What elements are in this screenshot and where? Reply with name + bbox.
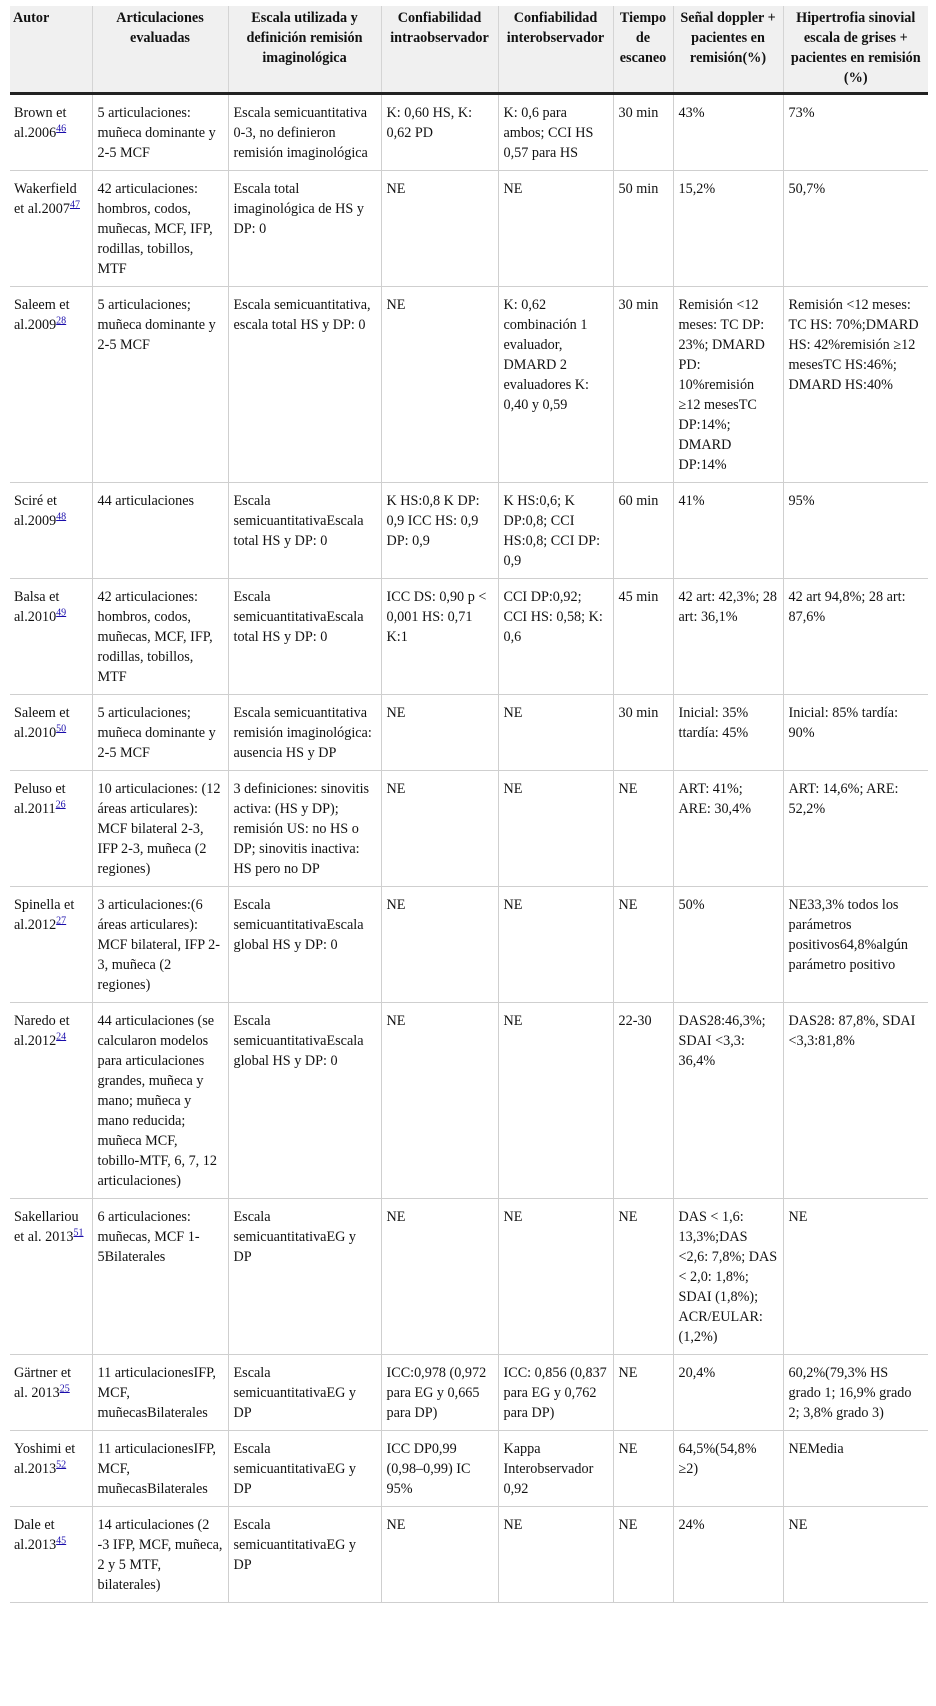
cell-articulaciones: 11 articulacionesIFP, MCF, muñecasBilaterales — [92, 1431, 228, 1507]
header-row — [10, 6, 928, 94]
cell-escala: Escala semicuantitativaEG y DP — [228, 1355, 381, 1431]
cell-tiempo: NE — [613, 887, 673, 1003]
author-name: Peluso et al.2011 — [14, 781, 66, 817]
author-name: Spinella et al.2012 — [14, 897, 75, 933]
cell-escala: Escala semicuantitativaEG y DP — [228, 1199, 381, 1355]
cell-autor — [10, 579, 92, 695]
cell-interobservador: ICC: 0,856 (0,837 para EG y 0,762 para DP) — [498, 1355, 613, 1431]
cell-intraobservador: NE — [381, 287, 498, 483]
header-interobservador: Confiabilidad interobservador — [498, 6, 613, 94]
cell-interobservador: CCI DP:0,92; CCI HS: 0,58; K: 0,6 — [498, 579, 613, 695]
cell-interobservador: NE — [498, 887, 613, 1003]
cell-hipertrofia: NE33,3% todos los parámetros positivos64,8%algún parámetro positivo — [783, 887, 928, 1003]
cell-doppler: DAS < 1,6: 13,3%;DAS <2,6: 7,8%; DAS < 2,0: 1,8%; SDAI (1,8%); ACR/EULAR: (1,2%) — [673, 1199, 783, 1355]
cell-doppler: 64,5%(54,8% ≥2) — [673, 1431, 783, 1507]
cell-hipertrofia: 42 art 94,8%; 28 art: 87,6% — [783, 579, 928, 695]
reference-link[interactable]: 24 — [56, 1031, 67, 1043]
cell-interobservador: NE — [498, 1199, 613, 1355]
cell-autor — [10, 1199, 92, 1355]
cell-tiempo: NE — [613, 1355, 673, 1431]
cell-interobservador: Kappa Interobservador 0,92 — [498, 1431, 613, 1507]
author-name: Sciré et al.2009 — [14, 493, 57, 529]
table-row — [10, 771, 928, 887]
table-row — [10, 1507, 928, 1603]
header-escala: Escala utilizada y definición remisión imaginológica — [228, 6, 381, 94]
author-name: Naredo et al.2012 — [14, 1013, 70, 1049]
reference-sup — [56, 1535, 66, 1546]
table-row — [10, 171, 928, 287]
table-row — [10, 287, 928, 483]
cell-escala: Escala semicuantitativa, escala total HS y DP: 0 — [228, 287, 381, 483]
cell-hipertrofia: 95% — [783, 483, 928, 579]
author-name: Wakerfield et al.2007 — [14, 181, 77, 217]
cell-interobservador: K: 0,62 combinación 1 evaluador, DMARD 2 evaluadores K: 0,40 y 0,59 — [498, 287, 613, 483]
cell-escala: Escala total imaginológica de HS y DP: 0 — [228, 171, 381, 287]
reference-sup — [56, 1459, 66, 1470]
cell-autor — [10, 1507, 92, 1603]
author-name: Saleem et al.2010 — [14, 705, 70, 741]
cell-autor — [10, 483, 92, 579]
cell-doppler: Remisión <12 meses: TC DP: 23%; DMARD PD: 10%remisión ≥12 mesesTC DP:14%; DMARD DP:14% — [673, 287, 783, 483]
cell-escala: Escala semicuantitativaEscala total HS y DP: 0 — [228, 579, 381, 695]
cell-articulaciones: 11 articulacionesIFP, MCF, muñecasBilaterales — [92, 1355, 228, 1431]
cell-autor — [10, 887, 92, 1003]
table-row — [10, 1431, 928, 1507]
cell-autor — [10, 771, 92, 887]
table-row — [10, 1199, 928, 1355]
cell-autor — [10, 171, 92, 287]
table-row — [10, 94, 928, 171]
cell-articulaciones: 14 articulaciones (2 -3 IFP, MCF, muñeca, 2 y 5 MTF, bilaterales) — [92, 1507, 228, 1603]
cell-doppler: 24% — [673, 1507, 783, 1603]
cell-interobservador: NE — [498, 1507, 613, 1603]
cell-tiempo: 30 min — [613, 287, 673, 483]
cell-intraobservador: K: 0,60 HS, K: 0,62 PD — [381, 94, 498, 171]
cell-articulaciones: 42 articulaciones: hombros, codos, muñecas, MCF, IFP, rodillas, tobillos, MTF — [92, 171, 228, 287]
cell-hipertrofia: Inicial: 85% tardía: 90% — [783, 695, 928, 771]
cell-intraobservador: NE — [381, 1003, 498, 1199]
cell-doppler: 20,4% — [673, 1355, 783, 1431]
cell-doppler: DAS28:46,3%; SDAI <3,3: 36,4% — [673, 1003, 783, 1199]
reference-link[interactable]: 48 — [56, 511, 67, 523]
cell-articulaciones: 3 articulaciones:(6 áreas articulares): MCF bilateral, IFP 2-3, muñeca (2 regiones) — [92, 887, 228, 1003]
cell-tiempo: NE — [613, 1199, 673, 1355]
cell-interobservador: NE — [498, 171, 613, 287]
cell-hipertrofia: NEMedia — [783, 1431, 928, 1507]
header-tiempo: Tiempo de escaneo — [613, 6, 673, 94]
reference-link[interactable]: 27 — [56, 915, 67, 927]
cell-interobservador: NE — [498, 695, 613, 771]
cell-articulaciones: 5 articulaciones: muñeca dominante y 2-5 MCF — [92, 94, 228, 171]
cell-tiempo: 45 min — [613, 579, 673, 695]
cell-intraobservador: NE — [381, 695, 498, 771]
cell-autor — [10, 287, 92, 483]
cell-tiempo: 30 min — [613, 94, 673, 171]
cell-hipertrofia: DAS28: 87,8%, SDAI <3,3:81,8% — [783, 1003, 928, 1199]
cell-intraobservador: K HS:0,8 K DP: 0,9 ICC HS: 0,9 DP: 0,9 — [381, 483, 498, 579]
reference-sup — [56, 915, 66, 926]
cell-tiempo: 50 min — [613, 171, 673, 287]
reference-link[interactable]: 46 — [56, 123, 67, 135]
author-name: Balsa et al.2010 — [14, 589, 60, 625]
cell-articulaciones: 44 articulaciones — [92, 483, 228, 579]
table-row — [10, 483, 928, 579]
reference-link[interactable]: 25 — [59, 1383, 70, 1395]
author-name: Dale et al.2013 — [14, 1517, 57, 1553]
cell-escala: Escala semicuantitativaEG y DP — [228, 1507, 381, 1603]
reference-link[interactable]: 51 — [73, 1227, 84, 1239]
reference-sup — [56, 607, 66, 618]
table-row — [10, 887, 928, 1003]
author-name: Brown et al.2006 — [14, 105, 67, 141]
cell-doppler: 15,2% — [673, 171, 783, 287]
reference-link[interactable]: 50 — [56, 723, 67, 735]
cell-escala: Escala semicuantitativaEscala total HS y DP: 0 — [228, 483, 381, 579]
reference-link[interactable]: 52 — [56, 1459, 67, 1471]
cell-articulaciones: 6 articulaciones: muñecas, MCF 1-5Bilaterales — [92, 1199, 228, 1355]
cell-tiempo: 30 min — [613, 695, 673, 771]
table-body — [10, 94, 928, 1603]
cell-escala: Escala semicuantitativaEscala global HS y DP: 0 — [228, 1003, 381, 1199]
cell-articulaciones: 44 articulaciones (se calcularon modelos para articulaciones grandes, muñeca y mano; muñeca y mano reducida; muñeca MCF, tobillo-MTF, 6, 7, 12 articulaciones) — [92, 1003, 228, 1199]
cell-interobservador: NE — [498, 771, 613, 887]
reference-sup — [56, 511, 66, 522]
cell-doppler: Inicial: 35% ttardía: 45% — [673, 695, 783, 771]
cell-hipertrofia: 50,7% — [783, 171, 928, 287]
reference-link[interactable]: 49 — [56, 607, 67, 619]
reference-link[interactable]: 47 — [69, 199, 80, 211]
cell-tiempo: NE — [613, 771, 673, 887]
cell-hipertrofia: Remisión <12 meses: TC HS: 70%;DMARD HS: 42%remisión ≥12 mesesTC HS:46%; DMARD HS:40% — [783, 287, 928, 483]
cell-escala: Escala semicuantitativa remisión imaginológica: ausencia HS y DP — [228, 695, 381, 771]
table-row — [10, 1355, 928, 1431]
cell-articulaciones: 5 articulaciones; muñeca dominante y 2-5 MCF — [92, 287, 228, 483]
cell-tiempo: 22-30 — [613, 1003, 673, 1199]
cell-escala: Escala semicuantitativaEG y DP — [228, 1431, 381, 1507]
cell-doppler: 42 art: 42,3%; 28 art: 36,1% — [673, 579, 783, 695]
remission-ultrasound-table — [10, 6, 928, 1603]
cell-escala: Escala semicuantitativa 0-3, no definieron remisión imaginológica — [228, 94, 381, 171]
author-name: Sakellariou et al. 2013 — [14, 1209, 79, 1245]
cell-tiempo: 60 min — [613, 483, 673, 579]
reference-sup — [56, 799, 66, 810]
author-name: Gärtner et al. 2013 — [14, 1365, 72, 1401]
reference-sup — [60, 1383, 70, 1394]
header-autor: Autor — [10, 6, 92, 94]
header-intraobservador: Confiabilidad intraobservador — [381, 6, 498, 94]
cell-articulaciones: 5 articulaciones; muñeca dominante y 2-5 MCF — [92, 695, 228, 771]
header-doppler: Señal doppler + pacientes en remisión(%) — [673, 6, 783, 94]
cell-intraobservador: ICC DS: 0,90 p < 0,001 HS: 0,71 K:1 — [381, 579, 498, 695]
reference-link[interactable]: 45 — [56, 1535, 67, 1547]
cell-autor — [10, 695, 92, 771]
table-header — [10, 6, 928, 94]
cell-doppler: 41% — [673, 483, 783, 579]
cell-doppler: 50% — [673, 887, 783, 1003]
reference-link[interactable]: 26 — [55, 799, 66, 811]
reference-sup — [74, 1227, 84, 1238]
cell-interobservador: K HS:0,6; K DP:0,8; CCI HS:0,8; CCI DP: 0,9 — [498, 483, 613, 579]
header-articulaciones: Articulaciones evaluadas — [92, 6, 228, 94]
reference-sup — [56, 1031, 66, 1042]
cell-autor — [10, 1003, 92, 1199]
cell-autor — [10, 1355, 92, 1431]
author-name: Yoshimi et al.2013 — [14, 1441, 76, 1477]
cell-doppler: 43% — [673, 94, 783, 171]
cell-hipertrofia: NE — [783, 1199, 928, 1355]
cell-interobservador: K: 0,6 para ambos; CCI HS 0,57 para HS — [498, 94, 613, 171]
reference-sup — [56, 723, 66, 734]
cell-intraobservador: ICC:0,978 (0,972 para EG y 0,665 para DP) — [381, 1355, 498, 1431]
cell-articulaciones: 10 articulaciones: (12 áreas articulares): MCF bilateral 2-3, IFP 2-3, muñeca (2 regiones) — [92, 771, 228, 887]
cell-intraobservador: ICC DP0,99 (0,98–0,99) IC 95% — [381, 1431, 498, 1507]
cell-autor — [10, 1431, 92, 1507]
header-hipertrofia: Hipertrofia sinovial escala de grises + pacientes en remisión (%) — [783, 6, 928, 94]
cell-intraobservador: NE — [381, 887, 498, 1003]
cell-hipertrofia: 73% — [783, 94, 928, 171]
cell-escala: 3 definiciones: sinovitis activa: (HS y DP); remisión US: no HS o DP; sinovitis inactiva: HS pero no DP — [228, 771, 381, 887]
cell-tiempo: NE — [613, 1507, 673, 1603]
reference-sup — [70, 199, 80, 210]
cell-autor — [10, 94, 92, 171]
cell-escala: Escala semicuantitativaEscala global HS y DP: 0 — [228, 887, 381, 1003]
cell-intraobservador: NE — [381, 171, 498, 287]
table-row — [10, 579, 928, 695]
cell-articulaciones: 42 articulaciones: hombros, codos, muñecas, MCF, IFP, rodillas, tobillos, MTF — [92, 579, 228, 695]
cell-intraobservador: NE — [381, 1199, 498, 1355]
cell-intraobservador: NE — [381, 1507, 498, 1603]
cell-doppler: ART: 41%; ARE: 30,4% — [673, 771, 783, 887]
cell-tiempo: NE — [613, 1431, 673, 1507]
reference-sup — [56, 315, 66, 326]
cell-hipertrofia: 60,2%(79,3% HS grado 1; 16,9% grado 2; 3,8% grado 3) — [783, 1355, 928, 1431]
cell-interobservador: NE — [498, 1003, 613, 1199]
table-row — [10, 695, 928, 771]
cell-hipertrofia: ART: 14,6%; ARE: 52,2% — [783, 771, 928, 887]
cell-intraobservador: NE — [381, 771, 498, 887]
reference-link[interactable]: 28 — [56, 315, 67, 327]
cell-hipertrofia: NE — [783, 1507, 928, 1603]
reference-sup — [56, 123, 66, 134]
author-name: Saleem et al.2009 — [14, 297, 70, 333]
table-row — [10, 1003, 928, 1199]
